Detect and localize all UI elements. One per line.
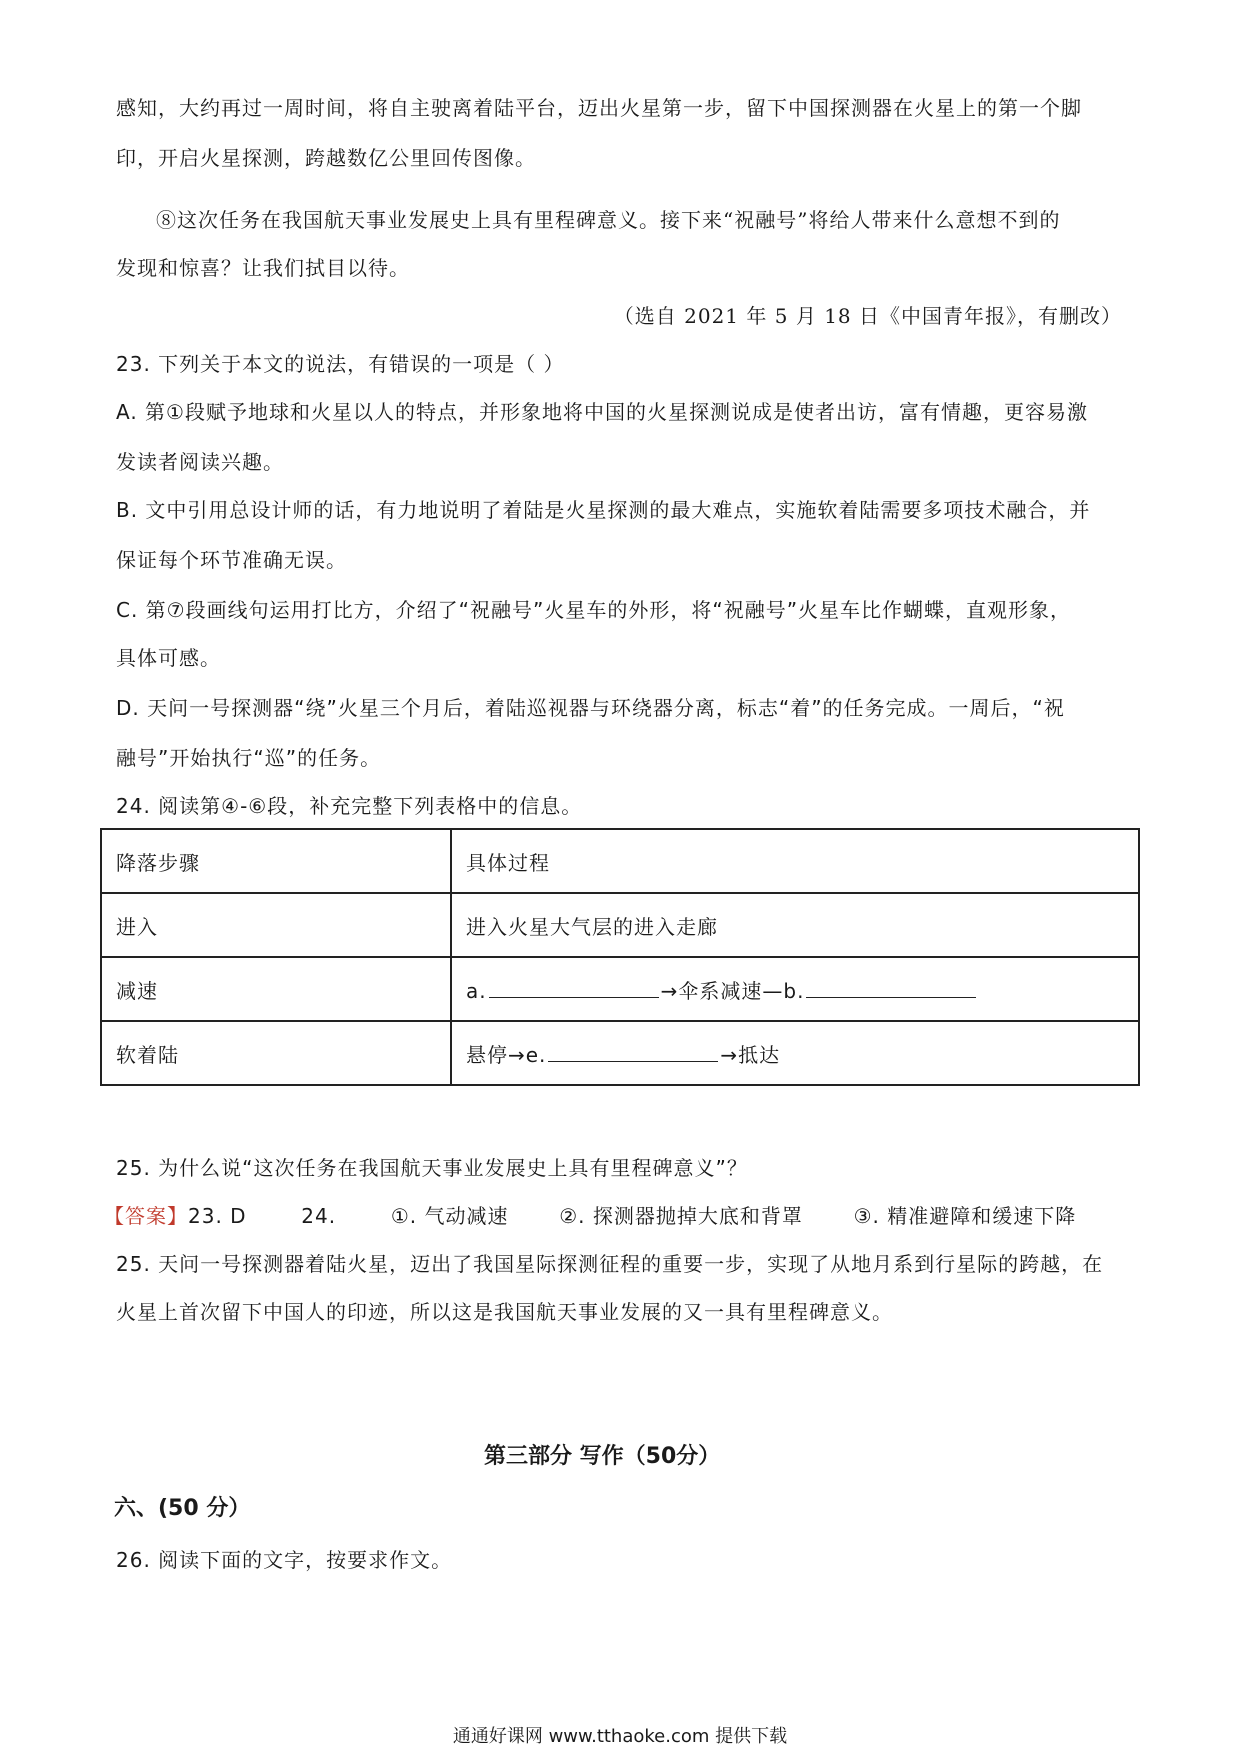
table-cell <box>451 1021 1139 1085</box>
table-cell: 减速 <box>101 957 451 1021</box>
fill-blank[interactable] <box>489 979 659 998</box>
answer-line <box>104 1202 1076 1230</box>
option-c: C. 第⑦段画线句运用打比方，介绍了“祝融号”火星车的外形，将“祝融号”火星车比作蝴蝶，直观形象， <box>116 598 1072 622</box>
passage-line: 感知，大约再过一周时间，将自主驶离着陆平台，迈出火星第一步，留下中国探测器在火星上的第一个脚 <box>116 96 1082 120</box>
option-d: 融号”开始执行“巡”的任务。 <box>116 746 382 770</box>
answer-23: 23. D <box>188 1204 247 1228</box>
table-header-cell: 具体过程 <box>451 829 1139 893</box>
passage-line: 发现和惊喜？让我们拭目以待。 <box>116 256 410 280</box>
table-row <box>101 957 1139 1021</box>
footer-watermark: 通通好课网 www.tthaoke.com 提供下载 <box>452 1726 788 1747</box>
answer-24-2: ②. 探测器抛掉大底和背罩 <box>559 1204 803 1228</box>
fill-blank[interactable] <box>806 979 976 998</box>
option-b: B. 文中引用总设计师的话，有力地说明了着陆是火星探测的最大难点，实施软着陆需要多项技术融合，并 <box>116 498 1091 522</box>
answer-tag: 【答案】 <box>104 1204 188 1228</box>
answer-24-3: ③. 精准避障和缓速下降 <box>853 1204 1077 1228</box>
question-26-stem: 26. 阅读下面的文字，按要求作文。 <box>116 1548 453 1572</box>
table-cell: 进入火星大气层的进入走廊 <box>451 893 1139 957</box>
table-header-cell: 降落步骤 <box>101 829 451 893</box>
blank-label: a. <box>466 978 487 1003</box>
table-row <box>101 1021 1139 1085</box>
option-d: D. 天问一号探测器“绕”火星三个月后，着陆巡视器与环绕器分离，标志“着”的任务完成。一周后，“祝 <box>116 696 1065 720</box>
source-citation: （选自 2021 年 5 月 18 日《中国青年报》，有删改） <box>613 304 1122 328</box>
table-cell <box>451 957 1139 1021</box>
answer-25: 火星上首次留下中国人的印迹，所以这是我国航天事业发展的又一具有里程碑意义。 <box>116 1300 893 1324</box>
question-24-stem: 24. 阅读第④-⑥段，补充完整下列表格中的信息。 <box>116 794 583 818</box>
process-text: 悬停→e. <box>466 1042 547 1067</box>
option-c: 具体可感。 <box>116 646 221 670</box>
question-23-stem: 23. 下列关于本文的说法，有错误的一项是（ ） <box>116 352 565 376</box>
process-text: →抵达 <box>720 1042 781 1067</box>
answer-24-label: 24. <box>301 1204 337 1228</box>
process-text: →伞系减速—b. <box>660 978 805 1003</box>
passage-line: ⑧这次任务在我国航天事业发展史上具有里程碑意义。接下来“祝融号”将给人带来什么意想不到的 <box>156 208 1061 232</box>
table-row <box>101 829 1139 893</box>
option-a: 发读者阅读兴趣。 <box>116 450 284 474</box>
passage-line: 印，开启火星探测，跨越数亿公里回传图像。 <box>116 146 536 170</box>
question-25-stem: 25. 为什么说“这次任务在我国航天事业发展史上具有里程碑意义”？ <box>116 1156 748 1180</box>
section-heading: 六、(50 分） <box>114 1496 251 1521</box>
table-cell: 进入 <box>101 893 451 957</box>
table-cell: 软着陆 <box>101 1021 451 1085</box>
fill-blank[interactable] <box>548 1043 718 1062</box>
answer-24-1: ①. 气动减速 <box>390 1204 509 1228</box>
table-row <box>101 893 1139 957</box>
part-title: 第三部分 写作（50分） <box>484 1444 721 1469</box>
descent-steps-table <box>100 828 1140 1086</box>
answer-25: 25. 天问一号探测器着陆火星，迈出了我国星际探测征程的重要一步，实现了从地月系到行星际的跨越，在 <box>116 1252 1104 1276</box>
option-b: 保证每个环节准确无误。 <box>116 548 347 572</box>
option-a: A. 第①段赋予地球和火星以人的特点，并形象地将中国的火星探测说成是使者出访，富有情趣，更容易激 <box>116 400 1088 424</box>
